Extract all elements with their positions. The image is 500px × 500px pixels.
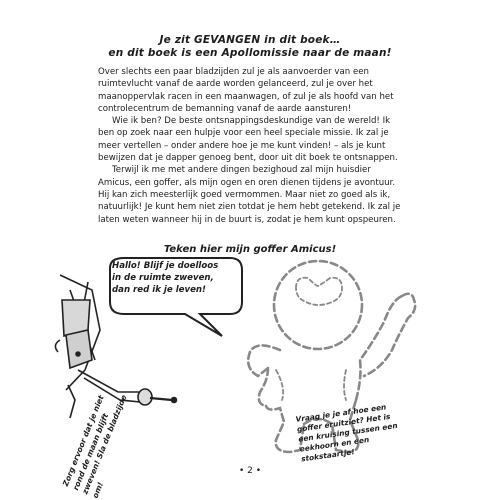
paragraph-1: Over slechts een paar bladzijden zul je als aanvoerder van een ruimtevlucht vanaf de aarde worden gelanceerd, zul je over het maanoppervlak racen in een maanwagen, of zul je als hoofd van het controlecentrum de bemanning vanaf de aarde aansturen! — [98, 67, 394, 114]
page-number: • 2 • — [238, 466, 262, 476]
heading-line-2: en dit boek is een Apollomissie naar de maan! — [108, 47, 392, 59]
turn-page-note: Zorg ervoor dat je niet rond de maan blijft zweven! Sla de bladzijde om! — [60, 393, 129, 500]
draw-prompt: Teken hier mijn goffer Amicus! — [163, 244, 337, 255]
paragraph-2: Wie ik ben? De beste ontsnappingsdeskundige van de wereld! Ik ben op zoek naar een hulpje voor een heel speciale missie. Ik zal je meer vertellen – onder andere hoe je me kunt vinden! – als je kunt bewijzen dat je dapper genoeg bent, door uit dit boek te ontsnappen. — [98, 116, 398, 164]
speech-bubble-text: Hallo! Blijf je doelloos in de ruimte zweven, dan red ik je leven! — [112, 261, 219, 295]
paragraph-3: Terwijl ik me met andere dingen bezighoud zal mijn huisdier Amicus, een goffer, als mijn ogen en oren dienen tijdens je avontuur. Hij kan zich meesterlijk goed vermommen. Maar niet zo goed als ik, natuurlijk! Je kunt hem niet zien totdat je hem hebt getekend. Ik zal je laten weten wanneer hij in de buurt is, zodat je hem kunt opspeuren. — [98, 165, 401, 225]
heading-line-1: Je zit GEVANGEN in dit boek… — [159, 34, 341, 46]
gopher-fact-note: Vraag je je af hoe een goffer eruitziet? Het is een kruising tussen een eekhoorn en een stokstaartje! — [295, 402, 399, 464]
